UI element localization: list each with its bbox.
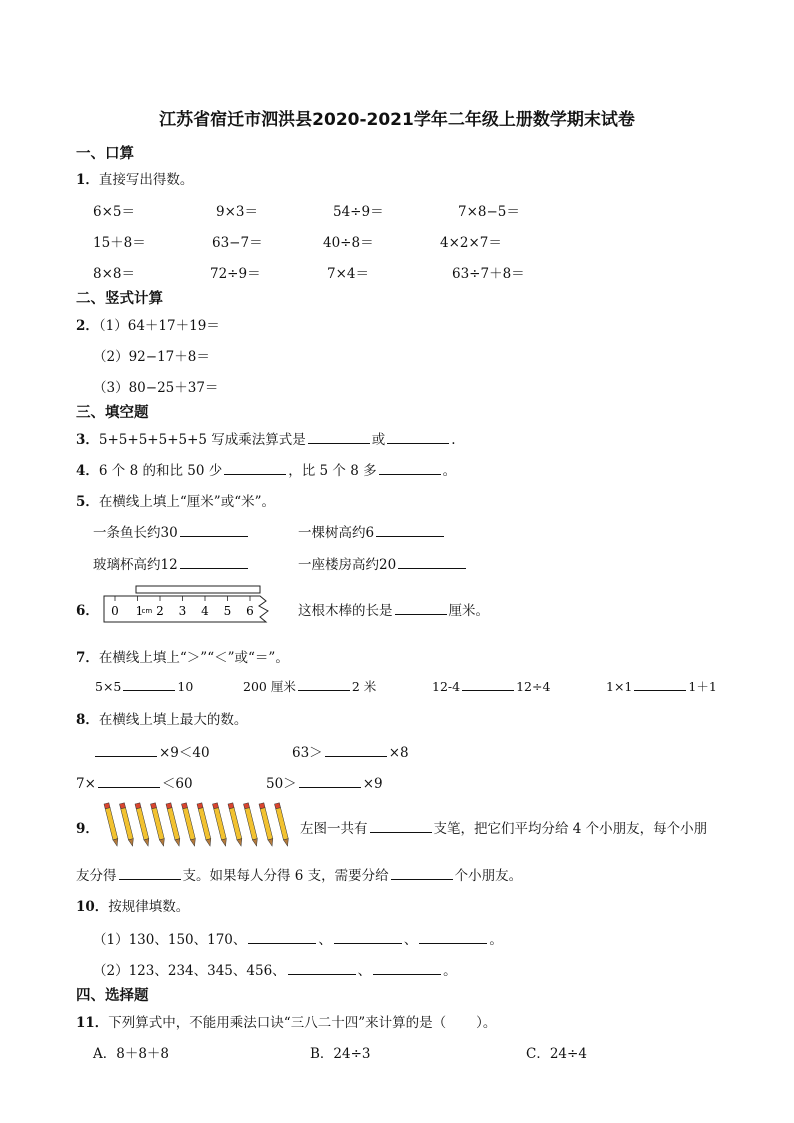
option-c[interactable]: C．24÷4 xyxy=(526,1046,587,1062)
answer-blank[interactable] xyxy=(634,677,686,691)
question-text: 左图一共有 xyxy=(300,821,368,837)
unit-item-text: 一棵树高约6 xyxy=(298,525,375,541)
answer-blank[interactable] xyxy=(373,961,441,975)
pencil-icon xyxy=(244,803,259,847)
ruler-tick-label: 1 xyxy=(135,604,144,618)
question-text: 在横线上填上最大的数。 xyxy=(98,712,248,728)
question-number: 4． xyxy=(76,463,99,479)
wooden-stick xyxy=(136,586,260,593)
compare-right: 10 xyxy=(177,679,194,694)
answer-blank[interactable] xyxy=(180,555,248,569)
question-number: 5． xyxy=(76,494,99,510)
option-a[interactable]: A．8＋8＋8 xyxy=(93,1046,170,1062)
page-title: 江苏省宿迁市泗洪县2020-2021学年二年级上册数学期末试卷 xyxy=(159,110,635,130)
unit-item xyxy=(93,521,250,541)
question-6 xyxy=(298,599,489,619)
oral-calc-item: 7×4＝ xyxy=(327,266,369,282)
separator: 、 xyxy=(403,932,418,948)
separator: 。 xyxy=(489,932,503,948)
item-left: 63＞ xyxy=(292,745,323,761)
sequence-text: （2）123、234、345、456、 xyxy=(93,963,286,979)
pencils-figure xyxy=(98,800,298,850)
item-right: ＜60 xyxy=(161,776,193,792)
answer-blank[interactable] xyxy=(395,601,447,615)
ruler-tick-label: 5 xyxy=(223,604,232,618)
question-text: 在横线上填上“厘米”或“米”。 xyxy=(98,494,276,510)
ruler-tick-label: 3 xyxy=(178,604,187,618)
oral-calc-item: 40÷8＝ xyxy=(323,235,374,251)
question-9-line-2 xyxy=(76,864,522,884)
compare-right: 2 米 xyxy=(351,679,377,694)
answer-blank[interactable] xyxy=(398,555,466,569)
question-text: ，比 5 个 8 多 xyxy=(288,463,377,479)
question-1 xyxy=(76,168,193,188)
ruler-tick-label: 0 xyxy=(111,604,119,618)
ruler-tick-label: 4 xyxy=(201,604,209,618)
oral-calc-item: 15＋8＝ xyxy=(93,235,146,251)
answer-blank[interactable] xyxy=(370,819,432,833)
unit-item xyxy=(93,553,250,573)
question-number: 1． xyxy=(76,172,99,188)
item-right: ×9＜40 xyxy=(159,745,210,761)
separator: 、 xyxy=(318,932,332,948)
question-2 xyxy=(76,314,220,334)
max-number-item xyxy=(93,741,210,761)
oral-calc-item: 63÷7＋8＝ xyxy=(452,266,525,282)
ruler-tick-label: 2 xyxy=(156,604,164,618)
answer-blank[interactable] xyxy=(334,930,402,944)
vertical-calc-item: （3）80−25＋37＝ xyxy=(93,380,219,396)
item-right: ×9 xyxy=(362,776,383,792)
vertical-calc-item: （2）92−17＋8＝ xyxy=(93,349,210,365)
question-10 xyxy=(76,895,189,915)
item-left: 7× xyxy=(76,776,96,792)
pencil-icon xyxy=(135,803,150,847)
question-5 xyxy=(76,490,275,510)
pencil-icon xyxy=(228,803,243,847)
oral-calc-item: 63−7＝ xyxy=(212,235,263,251)
question-7 xyxy=(76,646,289,666)
unit-item xyxy=(298,553,468,573)
separator: 。 xyxy=(443,963,457,979)
answer-blank[interactable] xyxy=(95,743,157,757)
compare-left: 1×1 xyxy=(606,679,633,694)
question-9-line-1 xyxy=(300,817,707,837)
question-text: 按规律填数。 xyxy=(108,899,190,915)
sequence-text: （1）130、150、170、 xyxy=(93,932,247,948)
answer-blank[interactable] xyxy=(419,930,487,944)
answer-blank[interactable] xyxy=(180,523,248,537)
max-number-item xyxy=(76,772,193,792)
compare-left: 5×5 xyxy=(95,679,122,694)
compare-left: 12-4 xyxy=(432,679,461,694)
question-text: 5+5+5+5+5+5 写成乘法算式是 xyxy=(98,432,306,448)
question-text: 。 xyxy=(442,463,457,479)
oral-calc-item: 7×8−5＝ xyxy=(458,204,520,220)
question-text: 或 xyxy=(371,432,386,448)
option-b[interactable]: B．24÷3 xyxy=(310,1046,371,1062)
oral-calc-item: 72÷9＝ xyxy=(210,266,261,282)
question-number: 2． xyxy=(76,318,99,334)
question-text: . xyxy=(451,432,456,448)
question-text: 支。如果每人分得 6 支，需要分给 xyxy=(182,868,389,884)
pencil-icon xyxy=(197,803,212,847)
sequence-2 xyxy=(93,959,457,979)
pencil-icon xyxy=(151,803,166,847)
question-number: 6． xyxy=(76,603,99,619)
compare-item xyxy=(95,677,193,694)
max-number-item xyxy=(292,741,409,761)
question-number: 8． xyxy=(76,712,99,728)
answer-blank[interactable] xyxy=(387,430,449,444)
pencil-icon xyxy=(120,803,135,847)
ruler-unit-label: cm xyxy=(141,607,153,615)
compare-item xyxy=(432,677,550,694)
unit-item xyxy=(298,521,446,541)
question-number: 9． xyxy=(76,821,99,837)
compare-item xyxy=(606,677,717,695)
question-number: 3． xyxy=(76,432,99,448)
answer-blank[interactable] xyxy=(391,866,453,880)
question-3 xyxy=(76,428,456,448)
question-text: 个小朋友。 xyxy=(454,868,523,884)
answer-blank[interactable] xyxy=(325,743,387,757)
section-title-2: 二、竖式计算 xyxy=(76,291,163,307)
answer-blank[interactable] xyxy=(298,677,350,691)
question-text: 厘米。 xyxy=(448,603,489,619)
sequence-1 xyxy=(93,928,503,948)
question-4 xyxy=(76,459,456,479)
unit-item-text: 一座楼房高约20 xyxy=(298,557,397,573)
question-text: 下列算式中，不能用乘法口诀“三八二十四”来计算的是（ xyxy=(108,1015,447,1031)
answer-blank[interactable] xyxy=(288,961,356,975)
answer-blank[interactable] xyxy=(123,677,175,691)
pencil-icon xyxy=(275,803,290,847)
item-left: 50＞ xyxy=(266,776,297,792)
oral-calc-item: 4×2×7＝ xyxy=(440,235,502,251)
question-11 xyxy=(76,1011,496,1031)
compare-item xyxy=(243,677,376,695)
answer-blank[interactable] xyxy=(462,677,514,691)
answer-blank[interactable] xyxy=(379,461,441,475)
answer-blank[interactable] xyxy=(299,774,361,788)
pencil-icon xyxy=(182,803,197,847)
compare-right: 12÷4 xyxy=(516,679,551,694)
question-text: 直接写出得数。 xyxy=(98,172,194,188)
ruler-tick-label: 6 xyxy=(246,604,254,618)
question-text: 支笔，把它们平均分给 4 个小朋友，每个小朋 xyxy=(433,821,708,837)
pencil-icon xyxy=(104,803,119,847)
question-text: 6 个 8 的和比 50 少 xyxy=(98,463,223,479)
item-right: ×8 xyxy=(388,745,409,761)
oral-calc-item: 6×5＝ xyxy=(93,204,135,220)
question-number: 7． xyxy=(76,650,99,666)
separator: 、 xyxy=(357,963,372,979)
unit-item-text: 玻璃杯高约12 xyxy=(93,557,178,573)
answer-blank[interactable] xyxy=(98,774,160,788)
section-title-1: 一、口算 xyxy=(76,146,134,162)
question-8 xyxy=(76,708,247,728)
question-number: 11． xyxy=(76,1015,109,1031)
vertical-calc-item: （1）64＋17＋19＝ xyxy=(98,318,220,334)
section-title-4: 四、选择题 xyxy=(76,988,149,1004)
oral-calc-item: 9×3＝ xyxy=(216,204,258,220)
question-text: 友分得 xyxy=(76,868,117,884)
unit-item-text: 一条鱼长约30 xyxy=(93,525,178,541)
pencil-icon xyxy=(259,803,274,847)
section-title-3: 三、填空题 xyxy=(76,405,149,421)
compare-right: 1＋1 xyxy=(688,679,717,694)
answer-blank[interactable] xyxy=(248,930,316,944)
question-text: 这根木棒的长是 xyxy=(298,603,393,619)
answer-blank[interactable] xyxy=(308,430,370,444)
oral-calc-item: 54÷9＝ xyxy=(333,204,384,220)
question-text: 在横线上填上“＞”“＜”或“＝”。 xyxy=(98,650,289,666)
compare-left: 200 厘米 xyxy=(243,679,296,694)
max-number-item xyxy=(266,772,383,792)
answer-blank[interactable] xyxy=(119,866,181,880)
question-number: 10． xyxy=(76,899,109,915)
answer-blank[interactable] xyxy=(376,523,444,537)
pencil-icon xyxy=(213,803,228,847)
question-text: ）。 xyxy=(476,1015,497,1031)
ruler-figure xyxy=(100,584,285,626)
oral-calc-item: 8×8＝ xyxy=(93,266,135,282)
pencil-icon xyxy=(166,803,181,847)
answer-blank[interactable] xyxy=(224,461,286,475)
